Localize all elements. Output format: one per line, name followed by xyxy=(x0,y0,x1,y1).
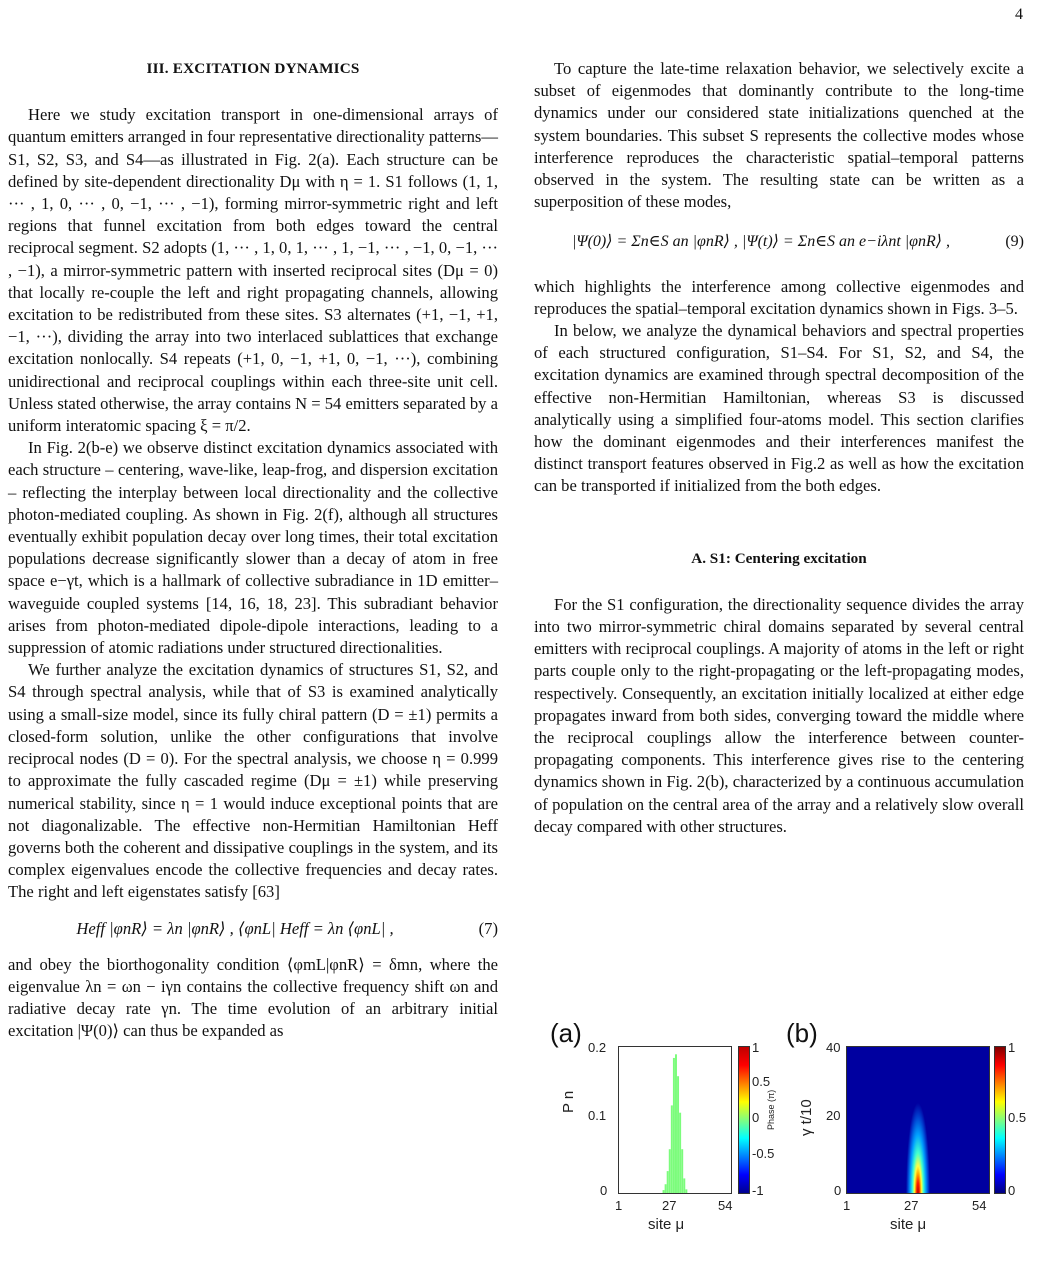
panel-b-xtick: 1 xyxy=(843,1198,851,1213)
panel-a-cbar-tick: 1 xyxy=(752,1040,760,1055)
panel-b-cbar-tick: 0.5 xyxy=(1008,1110,1027,1125)
panel-b-ytick: 40 xyxy=(826,1040,841,1055)
panel-a-ytick: 0.2 xyxy=(588,1040,607,1055)
panel-a-ylabel: P n xyxy=(560,1090,577,1113)
panel-a-cbar-label: Phase (π) xyxy=(766,1089,776,1130)
panel-a-cbar-tick: -0.5 xyxy=(752,1146,775,1161)
population-bar xyxy=(663,1190,665,1193)
paragraph: In below, we analyze the dynamical behaviors and spectral properties of each structured configuration, S1–S4. For S1, S2, and S4, the excitation dynamics are examined through spectral decomposition of the effective non-Hermitian Hamiltonian, whereas S3 is discussed analytically using a simplified four-atoms model. This section clarifies how the dominant eigenmodes and their interferences manifest the distinct transport features observed in Fig.2 as well as how the excitation can be transported if initialized from the both edges. xyxy=(534,321,1024,496)
population-bar xyxy=(669,1149,671,1193)
panel-a-cbar-tick: 0.5 xyxy=(752,1074,771,1089)
population-bar xyxy=(685,1189,687,1193)
panel-a-colorbar xyxy=(738,1046,750,1194)
population-bar xyxy=(677,1076,679,1193)
panel-a-xtick: 27 xyxy=(662,1198,677,1213)
paragraph: Here we study excitation transport in one-dimensional arrays of quantum emitters arranged in four representative directionality patterns—S1, S2, S3, and S4—as illustrated in Fig. 2(a). Each structure can be defined by site-dependent directionality Dμ with η = 1. S1 follows (1, 1, ··· , 1, 0, ··· , 0, −1, ··· , −1), forming mirror-symmetric right and left regions that funnel excitation from both edges toward the central reciprocal segment. S2 adopts (1, ··· , 1, 0, 1, ··· , 1, −1, ··· , −1, 0, −1, ··· , −1), a mirror-symmetric pattern with inserted reciprocal sites (Dμ = 0) that locally re-couple the left and right propagating channels, allowing excitation to be redistributed from these sites. S3 alternates (+1, −1, +1, −1, ···), dividing the array into two interlaced sublattices that exchange excitation nonlocally. S4 repeats (+1, 0, −1, +1, 0, −1, ···), combining unidirectional and reciprocal couplings within each three-site unit cell. Unless stated otherwise, the array contains N = 54 emitters separated by a uniform interatomic spacing ξ = π/2. xyxy=(8,105,498,436)
equation-body: Heff |φnR⟩ = λn |φnR⟩ , ⟨φnL| Heff = λn ⟨φnL| , xyxy=(76,918,394,938)
population-bar xyxy=(681,1149,683,1193)
panel-b-ytick: 0 xyxy=(834,1183,842,1198)
paragraph: For the S1 configuration, the directionality sequence divides the array into two mirror-symmetric chiral domains separated by several central emitters with reciprocal couplings. A majority of atoms in the left or right parts couple only to the right-propagating or the left-propagating modes, respectively. Consequently, an excitation initially localized at either edge propagates inward from both sides, converging toward the middle where the reciprocal couplings allow the interference between counter-propagating components. This interference gives rise to the centering dynamics shown in Fig. 2(b), characterized by a continuous accumulation of population on the central area of the array and a relatively slow overall decay compared with other structures. xyxy=(534,594,1024,836)
paragraph: and obey the biorthogonality condition ⟨φmL|φnR⟩ = δmn, where the eigenvalue λn = ωn − iγn contains the collective frequency shift ωn and radiative decay rate γn. The time evolution of an arbitrary initial excitation |Ψ(0)⟩ can thus be expanded as xyxy=(8,954,498,1041)
equation-9 xyxy=(534,231,1024,253)
population-bar xyxy=(675,1054,677,1193)
subsection-heading: A. S1: Centering excitation xyxy=(691,549,867,567)
panel-b-heatmap xyxy=(846,1046,990,1194)
panel-b-cbar-tick: 1 xyxy=(1008,1040,1016,1055)
equation-body: |Ψ(0)⟩ = Σn∈S an |φnR⟩ , |Ψ(t)⟩ = Σn∈S an e−iλnt |φnR⟩ , xyxy=(571,233,951,251)
panel-b-xlabel: site μ xyxy=(890,1216,927,1233)
panel-a-xlabel: site μ xyxy=(648,1216,685,1233)
panel-a-ytick: 0 xyxy=(600,1183,608,1198)
equation-number: (7) xyxy=(478,918,498,938)
panel-b-colorbar xyxy=(994,1046,1006,1194)
population-bar xyxy=(667,1171,669,1193)
panel-a-cbar-tick: -1 xyxy=(752,1183,764,1198)
population-bar xyxy=(665,1184,667,1193)
panel-b-cbar-tick: 0 xyxy=(1008,1183,1016,1198)
paragraph: We further analyze the excitation dynamics of structures S1, S2, and S4 through spectral analysis, while that of S3 is examined analytically using a small-size model, since its fully chiral pattern (D = ±1) permits a closed-form solution, unlike the other configurations that involve reciprocal nodes (D = 0). For the spectral analysis, we choose η = 0.999 to approximate the fully cascaded regime (Dμ = ±1) while preserving numerical stability, since η = 1 would induce exceptional points that are not diagonalizable. The effective non-Hermitian Hamiltonian Heff governs both the coherent and dissipative couplings in the system, and its complex eigenvalues encode the collective frequencies and decay rates. The right and left eigenstates satisfy [63] xyxy=(8,660,498,902)
population-bar xyxy=(679,1113,681,1193)
panel-a-plot xyxy=(618,1046,732,1194)
equation-7 xyxy=(8,918,498,940)
panel-a-label: (a) xyxy=(550,1018,582,1048)
figure xyxy=(540,1018,1030,1253)
panel-a-xtick: 54 xyxy=(718,1198,733,1213)
panel-b-xtick: 54 xyxy=(972,1198,987,1213)
equation-number: (9) xyxy=(1005,233,1024,251)
paragraph: To capture the late-time relaxation behavior, we selectively excite a subset of eigenmodes that dominantly contribute to the long-time dynamics under our considered state initializations quenched at the system boundaries. This subset S represents the collective modes whose interference reproduces the characteristic spatial–temporal patterns observed in the system. The resulting state can be written as a superposition of these modes, xyxy=(534,59,1024,212)
page-number: 4 xyxy=(1015,6,1023,23)
section-heading: III. EXCITATION DYNAMICS xyxy=(146,60,360,77)
panel-b-label: (b) xyxy=(786,1018,818,1048)
population-bar xyxy=(673,1058,675,1193)
paragraph: which highlights the interference among collective eigenmodes and reproduces the spatial–temporal excitation dynamics shown in Figs. 3–5. xyxy=(534,276,1024,318)
panel-a-cbar-tick: 0 xyxy=(752,1110,760,1125)
panel-b-ylabel: γ t/10 xyxy=(798,1099,815,1136)
population-bar xyxy=(671,1105,673,1193)
panel-a-ytick: 0.1 xyxy=(588,1108,607,1123)
paragraph: In Fig. 2(b-e) we observe distinct excitation dynamics associated with each structure – centering, wave-like, leap-frog, and dispersion excitation – reflecting the interplay between local directionality and the collective photon-mediated coupling. As shown in Fig. 2(f), although all structures eventually exhibit population decay over long times, their total excitation populations decrease significantly slower than a decay of atom in free space e−γt, which is a hallmark of collective subradiance in 1D emitter–waveguide coupled systems [14, 16, 18, 23]. This subradiant behavior arises from photon-mediated dipole-dipole interactions, leading to a suppression of atomic radiations under structured directionalities. xyxy=(8,438,498,658)
right-column xyxy=(534,58,1024,838)
panel-a-xtick: 1 xyxy=(615,1198,623,1213)
population-bar xyxy=(683,1178,685,1193)
left-column xyxy=(8,58,498,1043)
panel-b-xtick: 27 xyxy=(904,1198,919,1213)
panel-b-ytick: 20 xyxy=(826,1108,841,1123)
